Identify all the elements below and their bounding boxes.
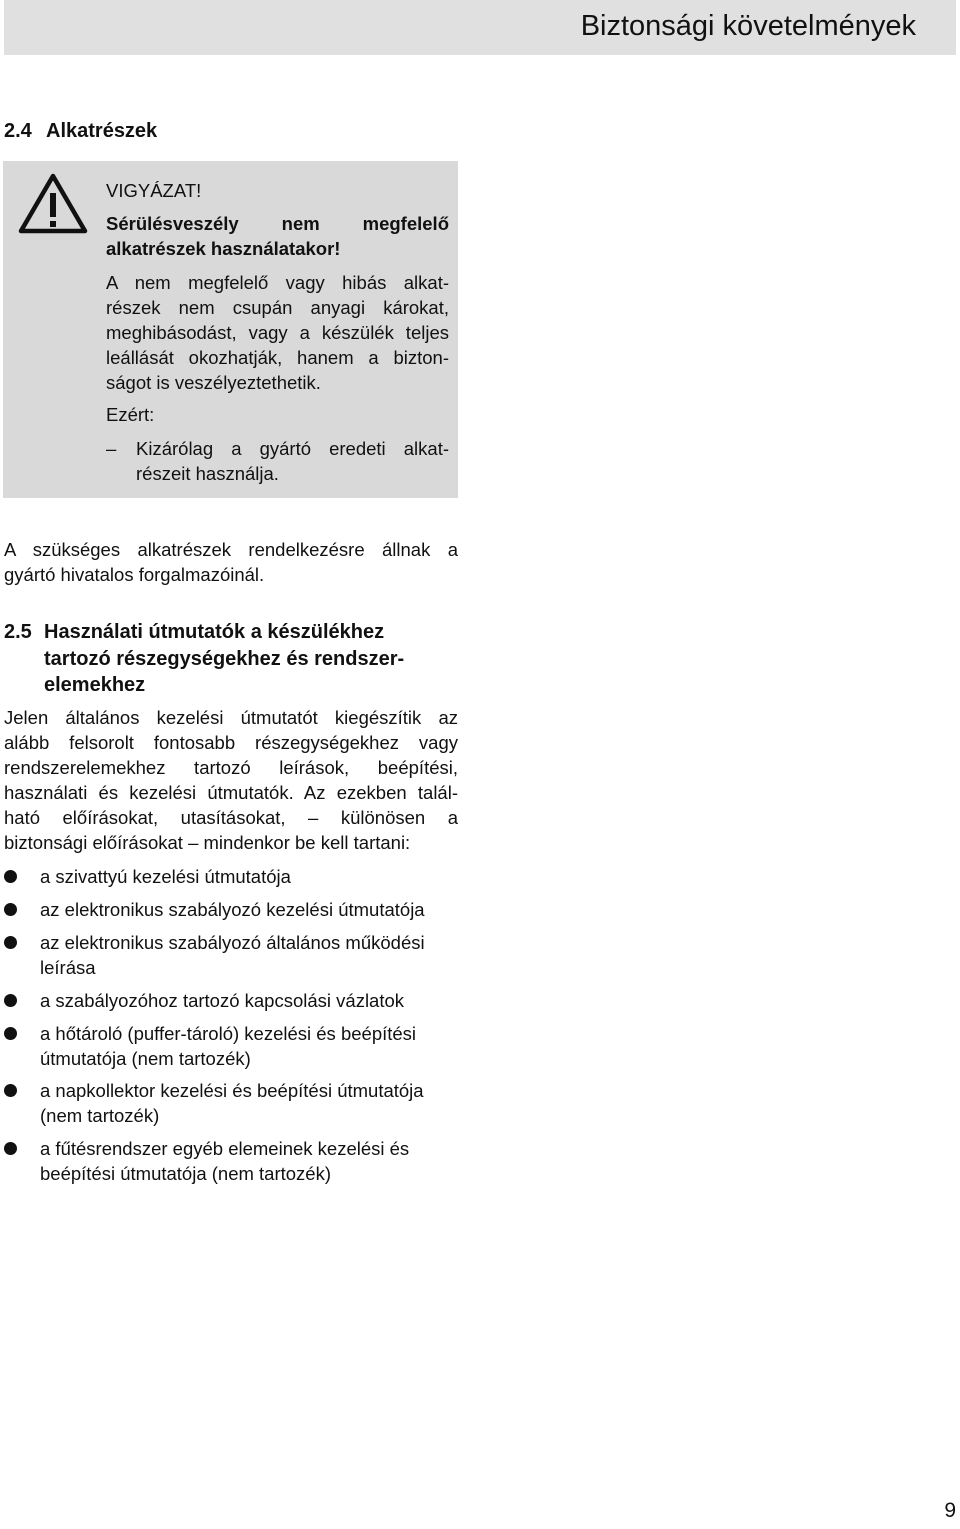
intro-line: ható előírásokat, utasításokat, – különösen a [4,807,458,828]
section-title-line: tartozó részegységekhez és rendszer- [44,647,405,670]
page-number: 9 [944,1499,956,1522]
warning-triangle-icon [18,173,88,235]
list-item-text: útmutatója (nem tartozék) [40,1048,251,1069]
list-item-text: a fűtésrendszer egyéb elemeinek kezelési és [40,1138,410,1159]
warning-label: VIGYÁZAT! [106,180,202,201]
section-title [44,619,464,699]
warning-body-line: A nem megfelelő vagy hibás alkat- [106,272,449,293]
warning-action-line2: részeit használja. [136,463,279,484]
warning-box [3,161,458,498]
bullet-dot-icon [4,870,17,883]
section-title-line: elemekhez [44,674,146,696]
warning-body-line: ságot is veszélyeztethetik. [106,372,321,393]
bullet-dot-icon [4,936,17,949]
list-item-text: az elektronikus szabályozó kezelési útmutatója [40,899,425,920]
bullet-dot-icon [4,1084,17,1097]
warning-action-line1: Kizárólag a gyártó eredeti alkat- [136,438,449,459]
list-item-text: beépítési útmutatója (nem tartozék) [40,1163,332,1184]
intro-line: Jelen általános kezelési útmutatót kiegészítik az [4,707,458,728]
parts-note-line1: A szükséges alkatrészek rendelkezésre állnak a [4,539,458,560]
warning-heading-line1: Sérülésveszély nem megfelelő [106,213,449,234]
section-title-line: Használati útmutatók a készülékhez [44,621,385,643]
page-header [4,0,956,55]
bullet-dot-icon [4,903,17,916]
intro-line: alább felsorolt fontosabb részegységekhez vagy [4,732,458,753]
section-heading-2-4 [4,118,157,144]
list-item-text: a szabályozóhoz tartozó kapcsolási vázlatok [40,990,405,1011]
warning-body-line: részek nem csupán anyagi károkat, [106,297,449,318]
section-number: 2.4 [4,120,32,142]
warning-therefore: Ezért: [106,404,155,425]
warning-heading-line2: alkatrészek használatakor! [106,238,341,259]
bullet-dot-icon [4,994,17,1007]
section-heading-2-5 [4,619,464,696]
section-number: 2.5 [4,621,32,643]
header-title: Biztonsági követelmények [580,10,916,42]
list-item-text: a szivattyú kezelési útmutatója [40,866,291,887]
list-item-text: leírása [40,957,96,978]
warning-body-line: leállását okozhatják, hanem a bizton- [106,347,449,368]
list-item-text: az elektronikus szabályozó általános működési [40,932,425,953]
intro-line: használati és kezelési útmutatók. Az ezekben talál- [4,782,458,803]
warning-body-line: meghibásodást, vagy a készülék teljes [106,322,449,343]
parts-note-line2: gyártó hivatalos forgalmazóinál. [4,564,265,585]
bullet-dot-icon [4,1027,17,1040]
intro-line: biztonsági előírásokat – mindenkor be kell tartani: [4,832,411,853]
bullet-dot-icon [4,1142,17,1155]
section-title: Alkatrészek [46,120,158,142]
list-item-text: a napkollektor kezelési és beépítési útmutatója [40,1080,424,1101]
intro-line: rendszerelemekhez tartozó leírások, beépítési, [4,757,458,778]
list-item-text: (nem tartozék) [40,1105,160,1126]
dash-marker: – [106,438,117,459]
list-item-text: a hőtároló (puffer-tároló) kezelési és beépítési [40,1023,417,1044]
